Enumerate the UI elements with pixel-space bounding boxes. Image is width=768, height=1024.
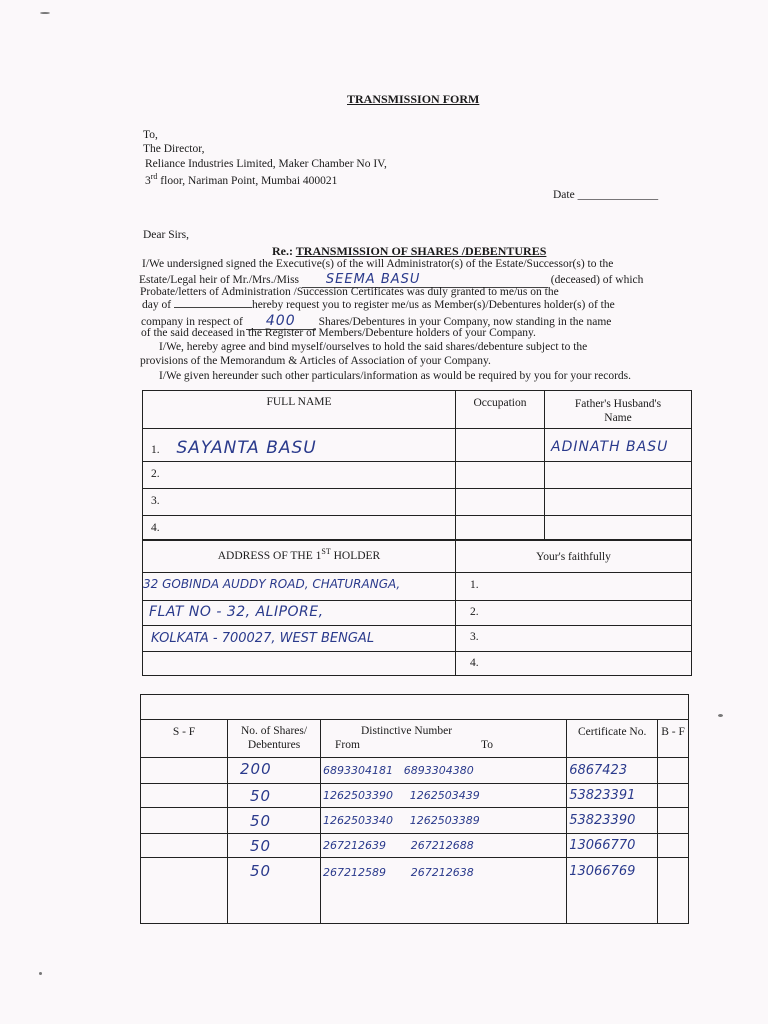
certificate-number: 6867423 xyxy=(569,763,628,778)
from-label: From xyxy=(335,739,360,751)
certificate-cell xyxy=(567,784,658,808)
distinctive-from: 1262503340 xyxy=(323,814,393,827)
no-shares-header-line-1: No. of Shares/ xyxy=(240,725,308,737)
holder-address-line: FLAT NO - 32, ALIPORE, xyxy=(149,604,324,620)
body-line-1: I/We undersigned signed the Executive(s) of the will Administrator(s) of the Estate/Successor(s) to the xyxy=(142,258,614,270)
faithfully-header: Your's faithfully xyxy=(456,540,692,573)
form-title: TRANSMISSION FORM xyxy=(347,92,480,106)
shares-row xyxy=(141,808,689,834)
scan-speck xyxy=(39,972,42,975)
shares-count-cell xyxy=(228,834,321,858)
holders-table xyxy=(142,390,692,541)
holder-number: 2. xyxy=(151,468,160,480)
address-header-tail: HOLDER xyxy=(330,549,381,562)
sf-cell xyxy=(141,758,228,784)
signature-cell xyxy=(456,601,692,626)
shares-count-cell xyxy=(228,808,321,834)
occupation-cell xyxy=(456,489,545,516)
holder-number: 4. xyxy=(151,522,160,534)
to-label: To xyxy=(481,739,493,751)
certificate-cell xyxy=(567,834,658,858)
certificate-number: 13066770 xyxy=(569,838,636,853)
signature-number: 1. xyxy=(470,579,479,591)
scan-speck xyxy=(718,714,723,717)
body-line-2a: Estate/Legal heir of Mr./Mrs./Miss xyxy=(139,274,300,286)
distinctive-to: 1262503389 xyxy=(409,814,480,827)
distinctive-to: 267212638 xyxy=(410,866,474,879)
sf-cell xyxy=(141,784,228,808)
re-subject: TRANSMISSION OF SHARES /DEBENTURES xyxy=(295,244,547,258)
no-of-shares-header xyxy=(228,720,321,758)
shares-row xyxy=(141,834,689,858)
bf-cell xyxy=(658,834,689,858)
father-name-header xyxy=(545,391,692,429)
father-header-line-2: Name xyxy=(604,412,632,424)
full-name-header: FULL NAME xyxy=(143,391,456,429)
distinctive-from: 267212639 xyxy=(323,839,386,852)
shares-count: 50 xyxy=(250,787,272,805)
body-line-4a: day of xyxy=(142,299,172,311)
bf-cell xyxy=(658,758,689,784)
address-header-sup: ST xyxy=(321,547,331,556)
shares-count: 50 xyxy=(250,862,272,880)
shares-row xyxy=(141,758,689,784)
distinctive-to: 1262503439 xyxy=(409,789,480,802)
floor-suffix: rd xyxy=(150,172,158,181)
shares-table xyxy=(140,694,689,924)
date-field xyxy=(553,189,658,201)
father-header-line-1: Father's Husband's xyxy=(574,398,662,410)
distinctive-cell xyxy=(321,808,567,834)
distinctive-to: 6893304380 xyxy=(403,764,474,777)
address-line-cell xyxy=(143,573,456,601)
shares-count: 50 xyxy=(250,837,272,855)
salutation: Dear Sirs, xyxy=(143,229,189,241)
holder-address-line: 32 GOBINDA AUDDY ROAD, CHATURANGA, xyxy=(143,577,401,591)
shares-count-cell xyxy=(228,858,321,924)
distinctive-cell xyxy=(321,858,567,924)
holder-row xyxy=(143,429,692,462)
certificate-number: 53823391 xyxy=(569,788,636,803)
re-line xyxy=(272,244,546,259)
certificate-cell xyxy=(567,858,658,924)
distinctive-title: Distinctive Number xyxy=(361,725,453,737)
occupation-cell xyxy=(456,516,545,541)
address-header: ADDRESS OF THE 1ST HOLDER xyxy=(143,540,456,573)
signature-number: 2. xyxy=(470,606,479,618)
address-line-cell xyxy=(143,652,456,676)
body-line-4b: hereby request you to register me/us as Member(s)/Debentures holder(s) of the xyxy=(251,299,615,311)
body-line-8: provisions of the Memorandum & Articles of Association of your Company. xyxy=(140,355,491,367)
bf-header: B - F xyxy=(658,720,689,758)
distinctive-from: 1262503390 xyxy=(323,789,393,802)
certificate-header: Certificate No. xyxy=(567,720,658,758)
distinctive-cell xyxy=(321,758,567,784)
father-name-cell xyxy=(545,516,692,541)
body-line-7: I/We, hereby agree and bind myself/ourselves to hold the said shares/debenture subject to the xyxy=(159,341,588,353)
signature-cell xyxy=(456,573,692,601)
signature-cell xyxy=(456,652,692,676)
holder-name-cell xyxy=(143,489,456,516)
holder-name-cell xyxy=(143,429,456,462)
body-line-5b: Shares/Debentures in your Company, now standing in the name xyxy=(318,316,612,328)
holder-name-cell xyxy=(143,516,456,541)
distinctive-number-header xyxy=(321,720,567,758)
bf-cell xyxy=(658,808,689,834)
address-line-cell xyxy=(143,626,456,652)
signature-number: 3. xyxy=(470,631,479,643)
shares-count: 50 xyxy=(250,812,272,830)
address-line-2: Reliance Industries Limited, Maker Chamber No IV, xyxy=(145,158,387,170)
sf-cell xyxy=(141,834,228,858)
shares-count-cell xyxy=(228,758,321,784)
address-to: To, xyxy=(143,129,158,141)
shares-row xyxy=(141,858,689,924)
date-blank: ______________ xyxy=(577,189,659,201)
no-shares-header-line-2: Debentures xyxy=(247,739,301,751)
father-name-cell xyxy=(545,429,692,462)
shares-count: 200 xyxy=(240,760,272,778)
father-name-cell xyxy=(545,489,692,516)
scan-speck xyxy=(40,12,50,14)
holder-row xyxy=(143,489,692,516)
shares-table-top-band xyxy=(141,695,689,720)
day-blank xyxy=(174,307,252,308)
holder-row xyxy=(143,516,692,541)
deceased-name: SEEMA BASU xyxy=(302,272,548,288)
address-table xyxy=(142,539,692,676)
distinctive-sub xyxy=(321,738,566,752)
holder-number: 3. xyxy=(151,495,160,507)
address-line-3 xyxy=(145,172,337,187)
holder-name-cell xyxy=(143,462,456,489)
distinctive-cell xyxy=(321,784,567,808)
address-line-3-rest: floor, Nariman Point, Mumbai 400021 xyxy=(157,174,338,187)
certificate-number: 53823390 xyxy=(569,813,636,828)
distinctive-from: 6893304181 xyxy=(323,764,393,777)
distinctive-to: 267212688 xyxy=(410,839,474,852)
bf-cell xyxy=(658,784,689,808)
body-line-9: I/We given hereunder such other particulars/information as would be required by you for your records. xyxy=(159,370,632,382)
signature-number: 4. xyxy=(470,657,479,669)
holder-address-line: KOLKATA - 700027, WEST BENGAL xyxy=(151,631,375,646)
body-line-3: Probate/letters of Administration /Succession Certificates was duly granted to me/us on the xyxy=(140,286,559,298)
shares-count-cell xyxy=(228,784,321,808)
floor-number: 3 xyxy=(145,174,151,187)
share-quantity: 400 xyxy=(246,313,316,330)
father-name: ADINATH BASU xyxy=(551,439,669,455)
body-line-2b: (deceased) of which xyxy=(550,274,644,286)
certificate-number: 13066769 xyxy=(569,864,636,879)
sf-header: S - F xyxy=(141,720,228,758)
occupation-cell xyxy=(456,462,545,489)
bf-cell xyxy=(658,858,689,924)
address-line-cell xyxy=(143,601,456,626)
body-line-5a: company in respect of xyxy=(141,316,243,328)
shares-row xyxy=(141,784,689,808)
occupation-cell xyxy=(456,429,545,462)
body-line-6: of the said deceased in the Register of Members/Debenture holders of your Company. xyxy=(141,327,536,339)
father-name-cell xyxy=(545,462,692,489)
holder-name: SAYANTA BASU xyxy=(176,438,317,458)
signature-cell xyxy=(456,626,692,652)
re-prefix: Re.: xyxy=(272,244,296,258)
body-line-4 xyxy=(142,299,615,311)
certificate-cell xyxy=(567,808,658,834)
address-line-1: The Director, xyxy=(143,143,205,155)
distinctive-cell xyxy=(321,834,567,858)
holder-row xyxy=(143,462,692,489)
distinctive-from: 267212589 xyxy=(323,866,386,879)
holder-number: 1. xyxy=(151,444,160,456)
sf-cell xyxy=(141,808,228,834)
certificate-cell xyxy=(567,758,658,784)
occupation-header: Occupation xyxy=(456,391,545,429)
date-label: Date xyxy=(553,189,575,201)
sf-cell xyxy=(141,858,228,924)
